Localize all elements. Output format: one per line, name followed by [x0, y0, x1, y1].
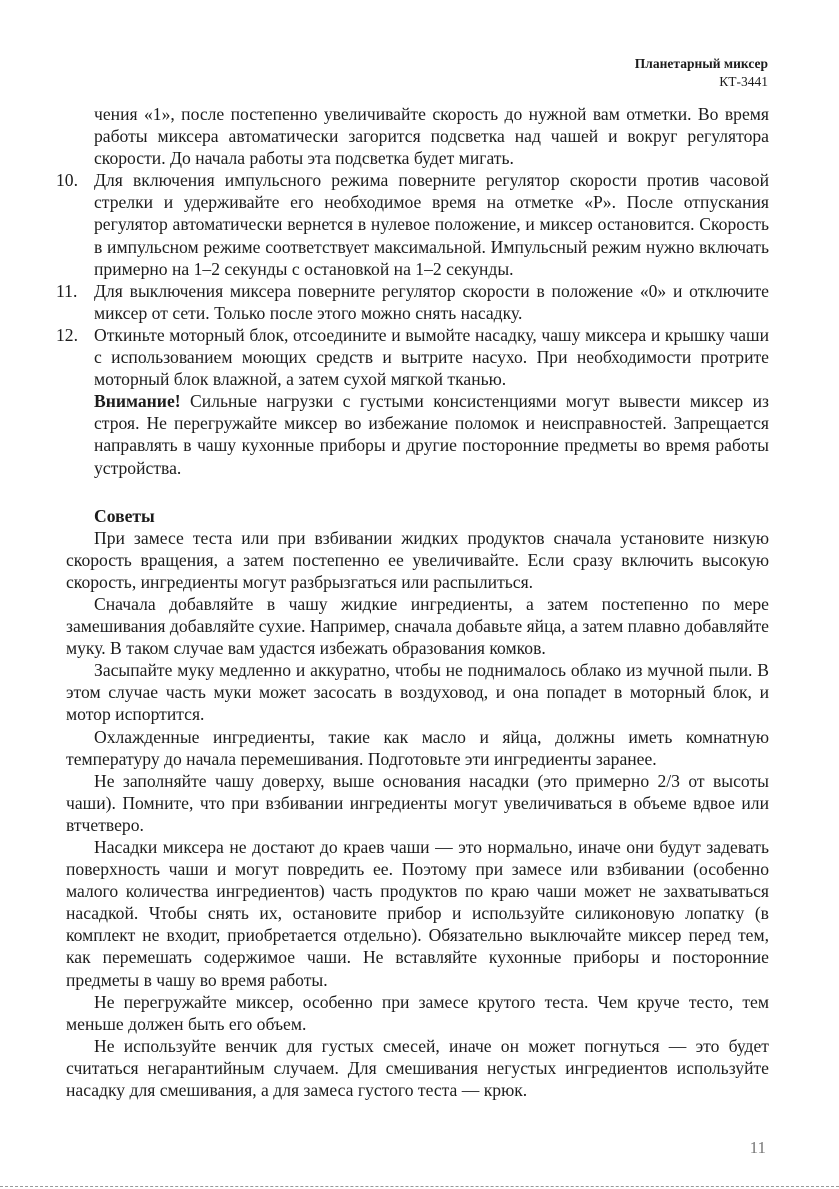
- instruction-item-11: [56, 280, 769, 324]
- warning-paragraph: [94, 390, 769, 478]
- tip-paragraph: Засыпайте муку медленно и аккуратно, чтобы не поднималось облако из мучной пыли. В этом случае часть муки может засосать в воздуховод, и она попадет в моторный блок, и мотор испортится.: [66, 660, 769, 725]
- instruction-continuation: [66, 103, 769, 169]
- tip-paragraph: Насадки миксера не достают до краев чаши — это нормально, иначе они будут задевать поверхность чаши и могут повредить ее. Поэтому при замесе или взбивании (особенно малого количества ингредиентов) часть продуктов по краю чаши может не захватываться насадкой. Чтобы снять их, остановите прибор и используйте силиконовую лопатку (в комплект не входит, приобретается отдельно). Обязательно выключайте миксер перед тем, как перемешать содержимое чаши. Не вставляйте кухонные приборы и посторонние предметы в чашу во время работы.: [66, 837, 769, 990]
- page-body: [56, 103, 769, 1101]
- running-header: [635, 55, 768, 91]
- instruction-text: Для выключения миксера поверните регулятор скорости в положение «0» и отключите миксер от сети. Только после этого можно снять насадку.: [94, 280, 769, 323]
- warning-text: Сильные нагрузки с густыми консистенциями могут вывести миксер из строя. Не перегружайте миксер во избежание поломок и неисправностей. Запрещается направлять в чашу кухонные приборы и другие посторонние предметы во время работы устройства.: [94, 391, 769, 478]
- tips-heading: Советы: [94, 505, 155, 526]
- header-product-name: Планетарный миксер: [634, 56, 768, 71]
- instruction-item-10: [56, 169, 769, 279]
- instruction-number: 11.: [56, 280, 78, 301]
- tip-paragraph: При замесе теста или при взбивании жидких продуктов сначала установите низкую скорость вращения, а затем постепенно ее увеличивайте. Если сразу включить высокую скорость, ингредиенты могут разбрызгаться или распылиться.: [66, 527, 769, 592]
- instruction-text: чения «1», после постепенно увеличивайте скорость до нужной вам отметки. Во время работы миксера автоматически загорится подсветка над чашей и вокруг регулятора скорости. До начала работы эта подсветка будет мигать.: [94, 104, 769, 169]
- instruction-number: 10.: [56, 170, 78, 191]
- page-bottom-divider: [0, 1186, 839, 1187]
- instruction-item-12: [56, 324, 769, 479]
- tip-paragraph: Не перегружайте миксер, особенно при замесе крутого теста. Чем круче тесто, тем меньше должен быть его объем.: [66, 991, 769, 1034]
- instruction-text: Для включения импульсного режима поверните регулятор скорости против часовой стрелки и удерживайте его необходимое время на отметке «P». После отпускания регулятор автоматически вернется в нулевое положение, и миксер остановится. Скорость в импульсном режиме соответствует максимальной. Импульсный режим нужно включать примерно на 1–2 секунды с остановкой на 1–2 секунды.: [94, 170, 769, 279]
- warning-label: Внимание!: [94, 391, 181, 412]
- tip-paragraph: Не используйте венчик для густых смесей, иначе он может погнуться — это будет считаться негарантийным случаем. Для смешивания негустых ингредиентов используйте насадку для смешивания, а для замеса густого теста — крюк.: [66, 1035, 769, 1101]
- instruction-number: 12.: [56, 324, 78, 345]
- page-number: 11: [749, 1138, 766, 1157]
- tip-paragraph: Охлажденные ингредиенты, такие как масло и яйца, должны иметь комнатную температуру до начала перемешивания. Подготовьте эти ингредиенты заранее.: [66, 726, 769, 769]
- instruction-text: Откиньте моторный блок, отсоедините и вымойте насадку, чашу миксера и крышку чаши с использованием моющих средств и вытрите насухо. При необходимости протрите моторный блок влажной, а затем сухой мягкой тканью.: [94, 324, 769, 390]
- tip-paragraph: Сначала добавляйте в чашу жидкие ингредиенты, а затем постепенно по мере замешивания добавляйте сухие. Например, сначала добавьте яйца, а затем плавно добавляйте муку. В таком случае вам удастся избежать образования комков.: [66, 593, 769, 659]
- header-model-number: КТ-3441: [719, 74, 768, 89]
- tip-paragraph: Не заполняйте чашу доверху, выше основания насадки (это примерно 2/3 от высоты чаши). Помните, что при взбивании ингредиенты могут увеличиваться в объеме вдвое или втчетверо.: [66, 770, 769, 835]
